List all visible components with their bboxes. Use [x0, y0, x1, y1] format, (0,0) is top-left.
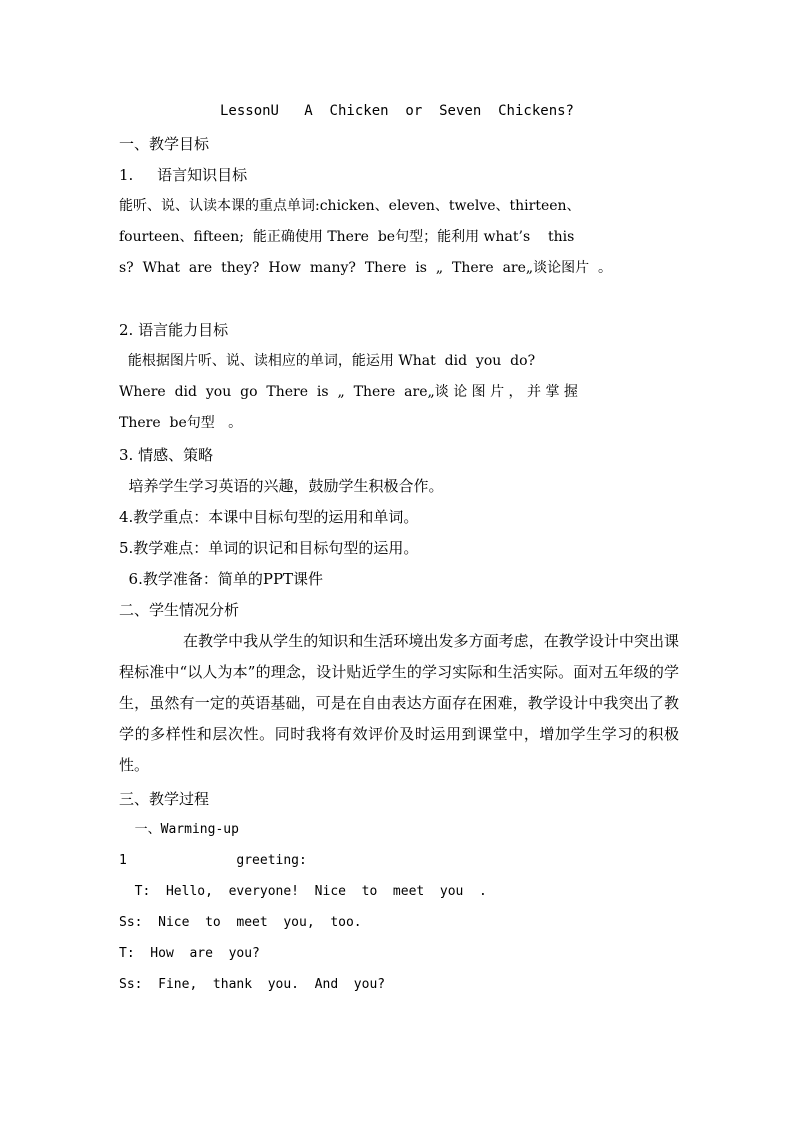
dialog-line: Ss: Nice to meet you, too. — [119, 915, 362, 930]
knowledge-line-2: fourteen、fifteen; 能正确使用 There be句型；能利用 what’s this — [119, 229, 575, 245]
section-heading-process: 三、教学过程 — [119, 790, 210, 808]
item-heading-ability: 2. 语言能力目标 — [119, 321, 229, 339]
item-heading-knowledge: 1. 语言知识目标 — [119, 166, 248, 184]
teaching-preparation: 6.教学准备：简单的PPT课件 — [119, 570, 324, 588]
section-heading-objectives: 一、教学目标 — [119, 135, 210, 153]
lesson-title: LessonU A Chicken or Seven Chickens? — [219, 103, 574, 119]
knowledge-line-1: 能听、说、认读本课的重点单词:chicken、eleven、twelve、thirteen、 — [119, 198, 581, 214]
dialog-line: Ss: Fine, thank you. And you? — [119, 977, 386, 992]
ability-line-2: Where did you go There is „ There are„谈 论 图 片 ， 并 掌 握 — [119, 384, 578, 400]
dialog-line: T: How are you? — [119, 946, 260, 961]
greeting-step: 1 greeting: — [119, 853, 307, 868]
emotion-line-1: 培养学生学习英语的兴趣，鼓励学生积极合作。 — [119, 477, 444, 495]
ability-line-3: There be句型 。 — [119, 415, 243, 431]
ability-line-1: 能根据图片听、说、读相应的单词，能运用 What did you do? — [119, 353, 536, 369]
item-heading-emotion: 3. 情感、策略 — [119, 446, 214, 464]
knowledge-line-3: s? What are they? How many? There is „ There are„谈论图片 。 — [119, 260, 613, 276]
key-points: 4.教学重点：本课中目标句型的运用和单词。 — [119, 508, 419, 526]
warming-up-heading: 一、Warming-up — [119, 822, 239, 837]
difficult-points: 5.教学难点：单词的识记和目标句型的运用。 — [119, 539, 419, 557]
analysis-paragraph: 在教学中我从学生的知识和生活环境出发多方面考虑，在教学设计中突出课程标准中“以人为本”的理念，设计贴近学生的学习实际和生活实际。面对五年级的学生，虽然有一定的英语基础，可是在自由表达方面存在困难，教学设计中我突出了教学的多样性和层次性。同时我将有效评价及时运用到课堂中，增加学生学习的积极性。 — [119, 632, 679, 774]
dialog-line: T: Hello, everyone! Nice to meet you . — [119, 884, 487, 899]
section-heading-analysis: 二、学生情况分析 — [119, 601, 240, 619]
